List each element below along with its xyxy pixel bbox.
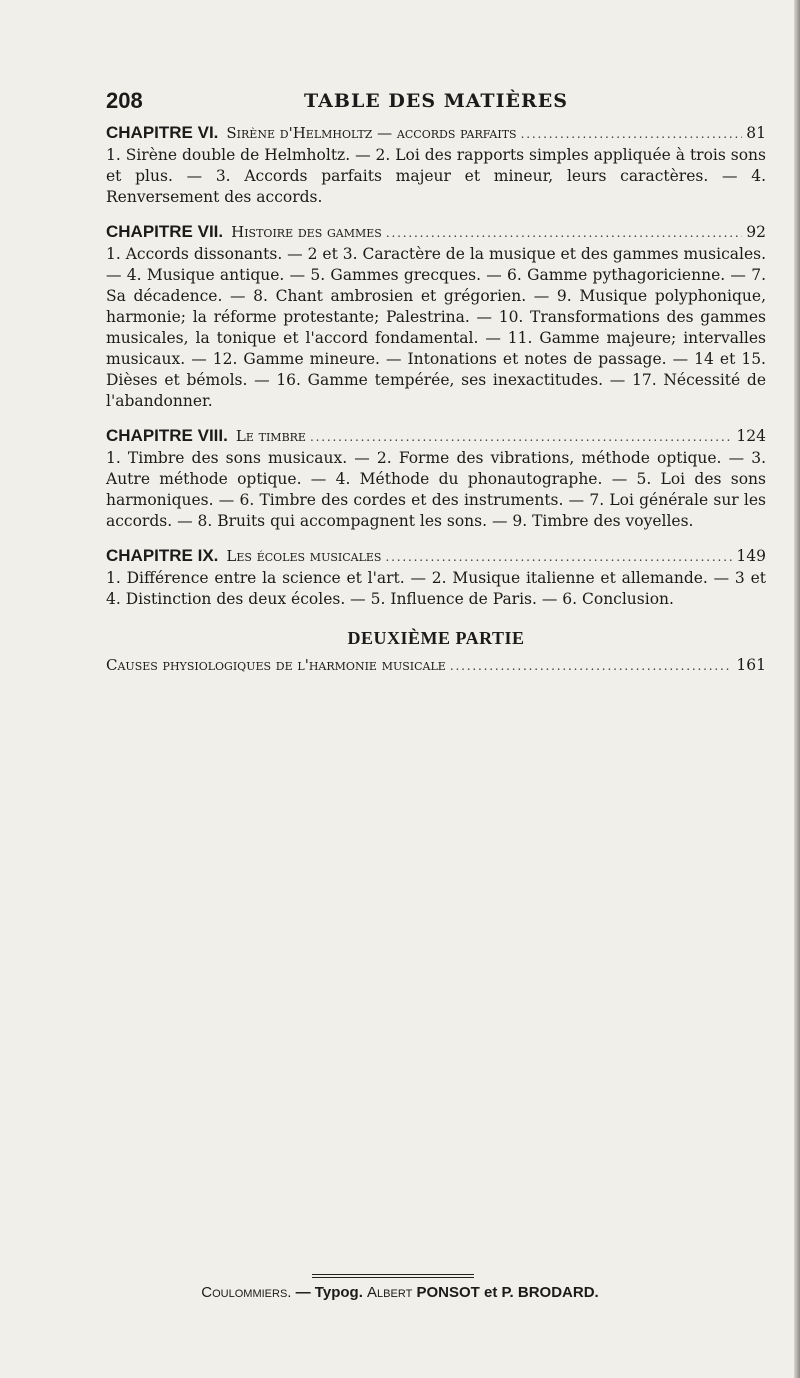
colophon-city: Coulommiers.: [201, 1284, 292, 1301]
chapter-title: Les écoles musicales: [226, 547, 382, 565]
chapter-entry-vii: [106, 221, 766, 412]
chapter-page: 92: [746, 223, 766, 241]
chapter-heading-line: [106, 545, 766, 568]
part-page: 161: [736, 656, 766, 674]
running-head: [106, 88, 766, 122]
chapter-summary: 1. Sirène double de Helmholtz. — 2. Loi des rapports simples appliquée à trois sons et plus. — 3. Accords parfaits majeur et mineur, leurs caractères. — 4. Renversement des accords.: [106, 146, 766, 206]
page-edge-shadow: [794, 0, 800, 1378]
part-two-entry: [106, 655, 766, 677]
part-title: Causes physiologiques de l'harmonie musicale: [106, 656, 446, 674]
toc-page: [106, 88, 766, 677]
chapter-title: Histoire des gammes: [231, 223, 382, 241]
dot-leaders: [310, 426, 732, 448]
chapter-heading-line: [106, 425, 766, 448]
chapter-label: CHAPITRE VII.: [106, 222, 224, 241]
dot-leaders: [450, 655, 733, 677]
chapter-heading-line: [106, 122, 766, 145]
chapter-label: CHAPITRE VI.: [106, 123, 219, 142]
page-number: 208: [106, 88, 143, 113]
chapter-title: Sirène d'Helmholtz — accords parfaits: [226, 124, 517, 142]
chapter-title: Le timbre: [235, 427, 306, 445]
colophon-rule: [312, 1274, 474, 1278]
colophon-printer-first: Albert: [367, 1284, 413, 1301]
chapter-entry-vi: [106, 122, 766, 208]
chapter-heading-line: [106, 221, 766, 244]
part-heading: DEUXIÈME PARTIE: [347, 628, 525, 648]
chapter-summary: 1. Différence entre la science et l'art. — 2. Musique italienne et allemande. — 3 et 4. Distinction des deux écoles. — 5. Influence de Paris. — 6. Conclusion.: [106, 569, 766, 608]
chapter-summary: 1. Accords dissonants. — 2 et 3. Caractère de la musique et des gammes musicales. — 4. Musique antique. — 5. Gammes grecques. — 6. Gamme pythagoricienne. — 7. Sa décadence. — 8. Chant ambrosien et grégorien. — 9. Musique polyphonique, harmonie; la réforme protestante; Palestrina. — 10. Transformations des gammes musicales, la tonique et l'accord fondamental. — 11. Gamme majeure; intervalles musicaux. — 12. Gamme mineure. — Intonations et notes de passage. — 14 et 15. Dièses et bémols. — 16. Gamme tempérée, ses inexactitudes. — 17. Nécessité de l'abandonner.: [106, 245, 766, 410]
chapter-entry-ix: [106, 545, 766, 610]
chapter-label: CHAPITRE IX.: [106, 546, 219, 565]
chapter-page: 124: [736, 427, 766, 445]
dot-leaders: [385, 546, 732, 568]
colophon-text: — Typog.: [295, 1284, 363, 1301]
dot-leaders: [386, 222, 742, 244]
chapter-label: CHAPITRE VIII.: [106, 426, 228, 445]
printer-colophon: [0, 1284, 800, 1301]
chapter-page: 149: [736, 547, 766, 565]
running-title: TABLE DES MATIÈRES: [304, 90, 568, 112]
chapter-summary: 1. Timbre des sons musicaux. — 2. Forme des vibrations, méthode optique. — 3. Autre méthode optique. — 4. Méthode du phonautographe. — 5. Loi des sons harmoniques. — 6. Timbre des cordes et des instruments. — 7. Loi générale sur les accords. — 8. Bruits qui accompagnent les sons. — 9. Timbre des voyelles.: [106, 449, 766, 530]
dot-leaders: [521, 123, 743, 145]
colophon-printer-rest: PONSOT et P. BRODARD.: [416, 1284, 599, 1301]
chapter-page: 81: [746, 124, 766, 142]
chapter-entry-viii: [106, 425, 766, 532]
